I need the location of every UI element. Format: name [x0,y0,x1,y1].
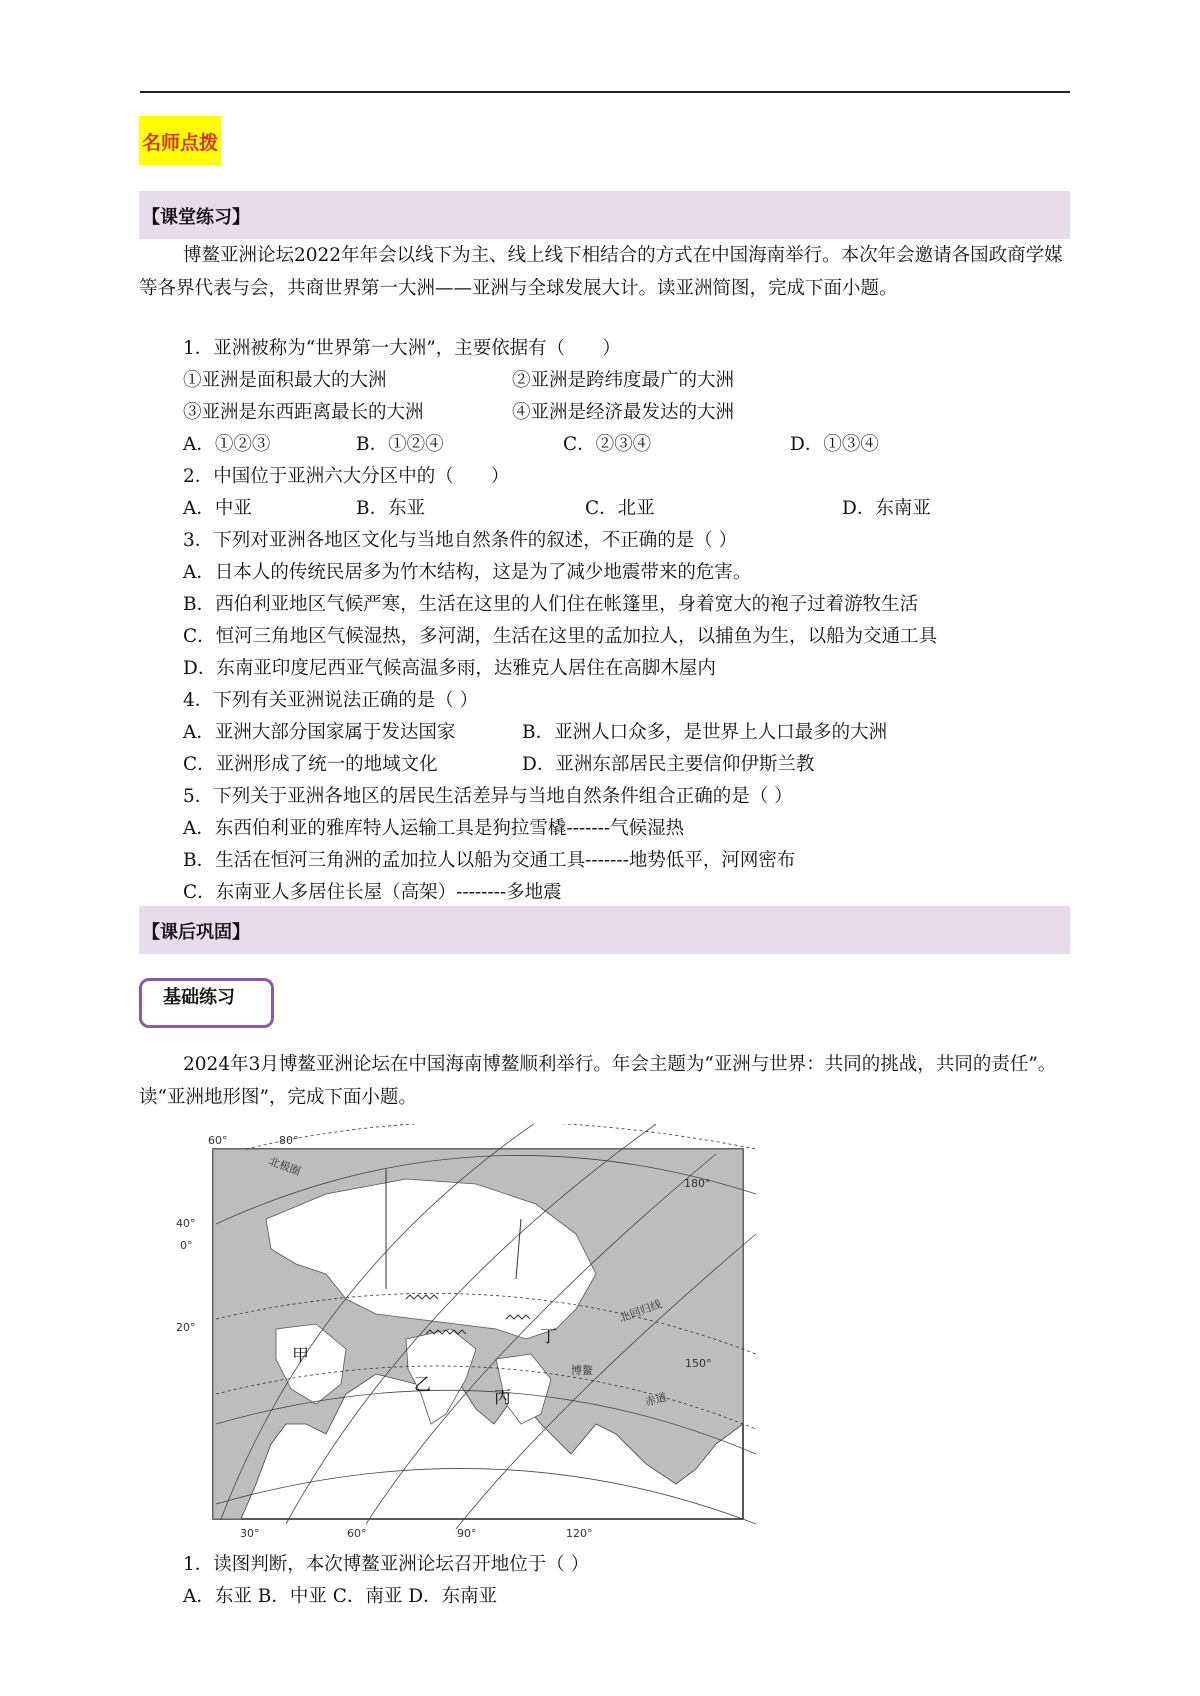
q5-option-c[interactable]: C．东南亚人多居住长屋（高架）--------多地震 [183,882,562,903]
map-label-ding: 丁 [540,1327,557,1347]
q4-option-a[interactable]: A．亚洲大部分国家属于发达国家 [183,722,456,743]
map-label-tropic: 北回归线 [617,1297,664,1325]
map-label-boao: 博鳌 [571,1364,593,1377]
q4-option-c[interactable]: C．亚洲形成了统一的地域文化 [183,754,438,775]
section-title-after: 【课后巩固】 [142,922,250,943]
q1-statement-3: ③亚洲是东西距离最长的大洲 [183,402,424,423]
asia-terrain-map [176,1124,770,1544]
q1-option-b[interactable]: B．①②④ [356,434,444,455]
map-q1-options[interactable]: A．东亚 B．中亚 C．南亚 D．东南亚 [183,1586,498,1607]
map-label-arctic: 北极圈 [266,1154,303,1179]
q4-stem: 4．下列有关亚洲说法正确的是（ ） [183,690,479,711]
q5-option-b[interactable]: B．生活在恒河三角洲的孟加拉人以船为交通工具-------地势低平，河网密布 [183,850,796,871]
q2-option-b[interactable]: B．东亚 [356,498,426,519]
intro-paragraph-2: 2024年3月博鳌亚洲论坛在中国海南博鳌顺利举行。年会主题为“亚洲与世界：共同的挑战，共同的责任”。读“亚洲地形图”，完成下面小题。 [139,1054,1057,1108]
q1-statement-1: ①亚洲是面积最大的大洲 [183,370,387,391]
basic-practice-label: 基础练习 [163,987,235,1008]
q3-option-a[interactable]: A．日本人的传统民居多为竹木结构，这是为了减少地震带来的危害。 [183,562,752,583]
q1-statement-4: ④亚洲是经济最发达的大洲 [512,402,735,423]
q3-option-d[interactable]: D．东南亚印度尼西亚气候高温多雨，达雅克人居住在高脚木屋内 [183,658,716,679]
q2-option-c[interactable]: C．北亚 [585,498,655,519]
q1-stem: 1．亚洲被称为“世界第一大洲”，主要依据有（ ） [183,338,621,359]
section-band-after [139,906,1070,954]
map-label-equator: 赤道 [643,1390,669,1409]
map-label-yi: 乙 [414,1375,431,1395]
map-label-lat-40: 40° [176,1217,196,1230]
q2-option-a[interactable]: A．中亚 [183,498,252,519]
section-title-class: 【课堂练习】 [142,207,250,228]
q1-option-c[interactable]: C．②③④ [563,434,652,455]
q1-statement-2: ②亚洲是跨纬度最广的大洲 [512,370,735,391]
q1-option-d[interactable]: D．①③④ [790,434,879,455]
map-label-lat-20: 20° [176,1321,196,1334]
q3-option-b[interactable]: B．西伯利亚地区气候严寒，生活在这里的人们住在帐篷里，身着宽大的袍子过着游牧生活 [183,594,919,615]
map-label-lon-30: 30° [240,1527,260,1540]
q5-stem: 5．下列关于亚洲各地区的居民生活差异与当地自然条件组合正确的是（ ） [183,786,793,807]
page-heading: 名师点拨 [139,116,221,165]
q2-option-d[interactable]: D．东南亚 [842,498,931,519]
map-q1-stem: 1．读图判断，本次博鳌亚洲论坛召开地位于（ ） [183,1554,590,1575]
map-label-lon-60b: 60° [347,1527,367,1540]
map-label-180: 180° [684,1177,711,1190]
map-label-lat-0: 0° [180,1239,193,1252]
asia-map-graphic [176,1124,770,1544]
intro-paragraph: 博鳌亚洲论坛2022年年会以线下为主、线上线下相结合的方式在中国海南举行。本次年会邀请各国政商学媒等各界代表与会，共商世界第一大洲——亚洲与全球发展大计。读亚洲简图，完成下面小题。 [139,245,1063,299]
q1-option-a[interactable]: A．①②③ [183,434,271,455]
map-label-lon-90: 90° [457,1527,477,1540]
top-rule [140,91,1070,93]
q3-option-c[interactable]: C．恒河三角地区气候湿热，多河湖，生活在这里的孟加拉人，以捕鱼为生，以船为交通工具 [183,626,938,647]
q2-stem: 2．中国位于亚洲六大分区中的（ ） [183,466,510,487]
section-band-class [139,191,1070,239]
map-label-lon-80: 80° [279,1134,299,1147]
map-label-lon-60: 60° [208,1134,228,1147]
q4-option-d[interactable]: D．亚洲东部居民主要信仰伊斯兰教 [522,754,815,775]
q4-option-b[interactable]: B．亚洲人口众多，是世界上人口最多的大洲 [522,722,888,743]
map-label-lon-120: 120° [566,1527,593,1540]
map-label-jia: 甲 [292,1346,309,1366]
q5-option-a[interactable]: A．东西伯利亚的雅库特人运输工具是狗拉雪橇-------气候湿热 [183,818,685,839]
map-label-bing: 丙 [494,1388,511,1408]
q3-stem: 3．下列对亚洲各地区文化与当地自然条件的叙述，不正确的是（ ） [183,530,738,551]
map-label-150: 150° [685,1357,712,1370]
